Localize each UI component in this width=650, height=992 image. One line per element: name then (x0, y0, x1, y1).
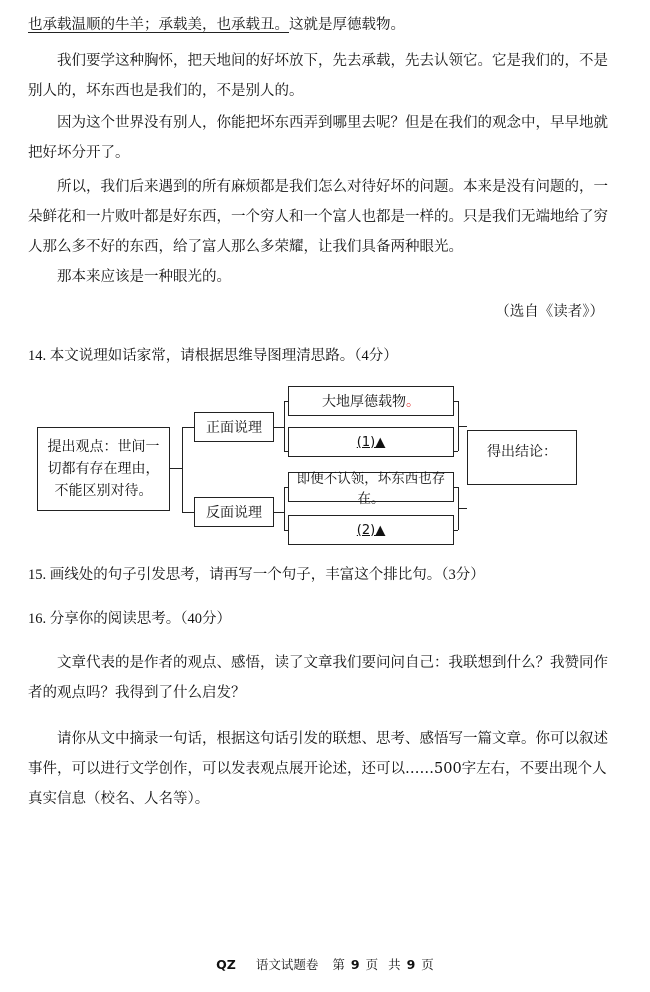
mindmap-viewpoint-box: 提出观点：世间一切都有存在理由，不能区别对待。 (37, 427, 170, 511)
front-reasoning-box: 正面说理 (194, 412, 274, 442)
connector (182, 512, 194, 513)
passage-line0 (28, 10, 618, 40)
connector (182, 427, 183, 512)
conclusion-box: 得出结论： (467, 430, 577, 485)
connector (274, 512, 284, 513)
q16-para2: 请你从文中摘录一句话，根据这句话引发的联想、思考、感悟写一篇文章。你可以叙述事件，可以进行文学创作，可以发表观点展开论述，还可以……500字左右，不要出现个人真实信息（校名、人名等）。 (28, 731, 608, 807)
connector (182, 427, 194, 428)
back-reasoning-box: 反面说理 (194, 497, 274, 527)
mindmap-box-b-blank: (1)▲ (288, 427, 454, 457)
footer-total: 9 (406, 957, 416, 972)
question-15: 15. 画线处的句子引发思考，请再写一个句子，丰富这个排比句。（3分） (28, 567, 485, 583)
mindmap-box-a: 大地厚德载物 。 (288, 386, 454, 416)
line0-rest: 这就是厚德载物。 (289, 17, 405, 33)
connector (454, 530, 458, 531)
question-14: 14. 本文说理如话家常，请根据思维导图理清思路。（4分） (28, 348, 398, 364)
passage-para2: 因为这个世界没有别人，你能把坏东西弄到哪里去呢？但是在我们的观念中，早早地就把好坏分开了。 (28, 115, 608, 161)
source-citation: （选自《读者》） (495, 304, 604, 320)
footer-label: 语文试题卷 (255, 957, 319, 972)
mindmap-box-c: 即便不认领，坏东西也存在。 (288, 472, 454, 502)
page-footer: QZ 语文试题卷 第 9 页 共 9 页 (216, 957, 434, 972)
passage-para4: 那本来应该是一种眼光的。 (57, 269, 231, 285)
connector (274, 427, 284, 428)
connector (284, 487, 285, 530)
footer-page: 9 (350, 957, 360, 972)
q16-para1: 文章代表的是作者的观点、感悟，读了文章我们要问问自己：我联想到什么？我赞同作者的观点吗？我得到了什么启发？ (28, 655, 608, 701)
connector (284, 401, 285, 451)
passage-para1: 我们要学这种胸怀，把天地间的好坏放下，先去承载，先去认领它。它是我们的，不是别人的，坏东西也是我们的，不是别人的。 (28, 53, 608, 99)
question-16: 16. 分享你的阅读思考。（40分） (28, 611, 231, 627)
connector (454, 451, 458, 452)
connector (459, 508, 467, 509)
footer-code: QZ (216, 957, 236, 972)
connector (459, 426, 467, 427)
connector (170, 468, 182, 469)
underlined-sentence: 也承载温顺的牛羊；承载美，也承载丑。 (28, 17, 289, 33)
mindmap-box-d-blank: (2)▲ (288, 515, 454, 545)
passage-para3: 所以，我们后来遇到的所有麻烦都是我们怎么对待好坏的问题。本来是没有问题的，一朵鲜花和一片败叶都是好东西，一个穷人和一个富人也都是一样的。只是我们无端地给了穷人那么多不好的东西，给了富人那么多荣耀，让我们具备两种眼光。 (28, 179, 608, 255)
